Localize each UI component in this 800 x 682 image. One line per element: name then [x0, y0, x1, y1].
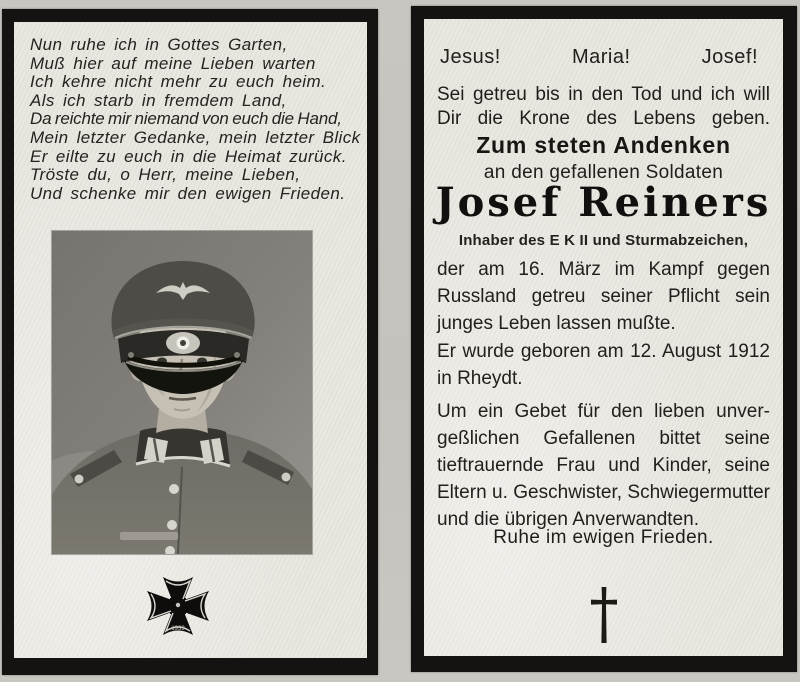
iron-cross-medal-icon: [143, 575, 213, 641]
deceased-name: Josef Reiners: [435, 179, 772, 226]
invocation-maria: Maria!: [571, 46, 631, 68]
text-line: Sei getreu bis in den Tod und ich will: [437, 84, 770, 105]
memorial-card-left: [2, 9, 378, 675]
text-line: Eltern u. Geschwister, Schwiegermutter: [437, 482, 770, 503]
poem-line: Da reichte mir niemand von euch die Hand,: [30, 109, 342, 129]
memorial-card-right-paper: [424, 19, 783, 656]
text-line: geßlichen Gefallenen bittet seine: [437, 428, 770, 449]
poem-line: Mein letzter Gedanke, mein letzter Blick: [30, 127, 361, 147]
poem-line: Als ich starb in fremdem Land,: [30, 90, 287, 110]
birth-paragraph: [437, 338, 770, 392]
poem-line: Tröste du, o Herr, meine Lieben,: [30, 165, 301, 185]
text-line: Dir die Krone des Lebens geben.: [437, 108, 770, 129]
poem-line: Und schenke mir den ewigen Frieden.: [30, 183, 346, 203]
death-paragraph: [437, 256, 770, 337]
text-line: in Rheydt.: [437, 368, 523, 389]
text-line: tieftrauernde Frau und Kinder, seine: [437, 455, 770, 476]
latin-cross-icon: [589, 587, 619, 643]
text-line: und die übrigen Anverwandten.: [437, 509, 699, 530]
text-line: Russland getreu seiner Pflicht sein: [437, 286, 770, 307]
soldier-portrait-illustration: [52, 231, 312, 554]
text-line: der am 16. März im Kampf gegen: [437, 259, 770, 280]
latin-cross-drawing: [589, 587, 619, 643]
honors-line: Inhaber des E K II und Sturmabzeichen,: [458, 232, 749, 249]
invocation-jesus: Jesus!: [440, 46, 501, 68]
prayer-paragraph: [437, 398, 770, 533]
memorial-heading: Zum steten Andenken: [476, 132, 731, 158]
invocation-josef: Josef!: [701, 46, 758, 68]
iron-cross-year: 1939: [171, 626, 185, 632]
invocation-row: [440, 46, 758, 69]
memorial-subheading: an den gefallenen Soldaten: [483, 162, 724, 183]
text-line: Er wurde geboren am 12. August 1912: [437, 341, 770, 362]
text-line: Um ein Gebet für den lieben unver-: [437, 401, 770, 422]
poem-line: Ich kehre nicht mehr zu euch heim.: [30, 72, 327, 92]
iron-cross-medal-drawing: [143, 575, 213, 641]
memorial-card-left-paper: [14, 22, 367, 658]
memorial-poem: [30, 36, 365, 203]
motto-text: [437, 83, 770, 131]
poem-line: Er eilte zu euch in die Heimat zurück.: [30, 146, 347, 166]
text-line: junges Leben lassen mußte.: [437, 313, 676, 334]
poem-line: Muß hier auf meine Lieben warten: [30, 53, 316, 73]
poem-line: Nun ruhe ich in Gottes Garten,: [30, 35, 288, 54]
closing-line: Ruhe im ewigen Frieden.: [493, 527, 714, 548]
memorial-card-right: [411, 6, 797, 672]
soldier-photo: [52, 231, 312, 554]
